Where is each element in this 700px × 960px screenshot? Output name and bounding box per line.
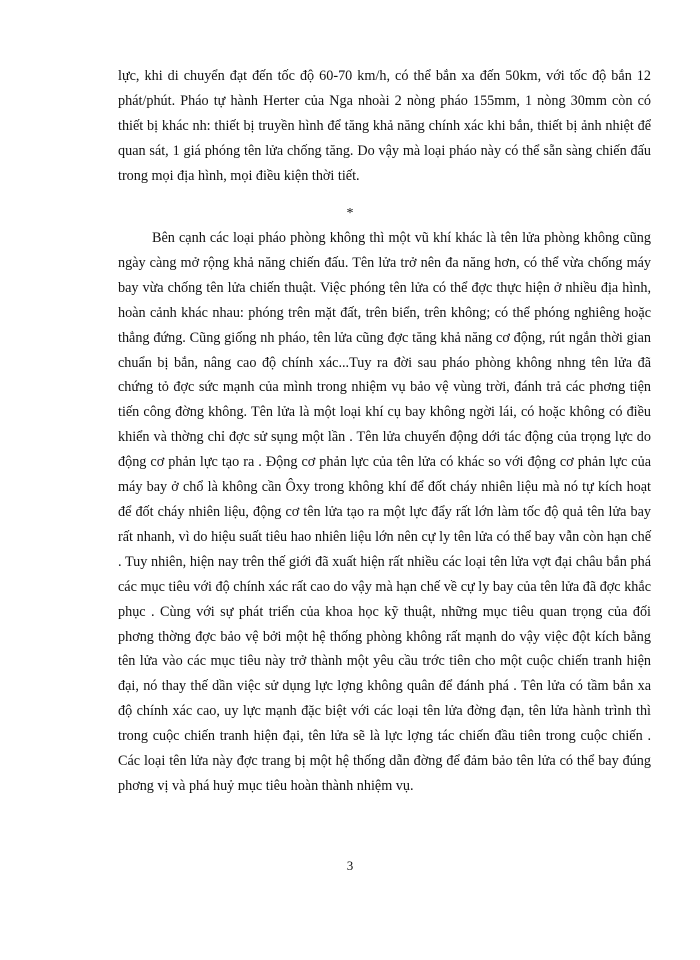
paragraph-top — [118, 64, 651, 189]
page-number: 3 — [346, 858, 354, 873]
paragraph-main-text: Bên cạnh các loại pháo phòng không thì một vũ khí khác là tên lửa phòng không cũng ngày càng mở rộng khả năng chiến đấu. Tên lửa trở nên đa năng hơn, có thể vừa chống máy bay vừa chống tên lửa chiến thuật. Việc phóng tên lửa có thể đợc thực hiện ở nhiều địa hình, hoàn cảnh khác nhau: phóng trên mặt đất, trên biển, trên không; có thể phóng nghiêng hoặc thẳng đứng. Cũng giống nh pháo, tên lửa cũng đợc tăng khả năng cơ động, rút ngắn thời gian chuẩn bị bắn, nâng cao độ chính xác...Tuy ra đời sau pháo phòng không nhng tên lửa đã chứng tỏ đợc sức mạnh của mình trong nhiệm vụ bảo vệ vùng trời, đánh trả các phơng tiện tiến công đờng không. Tên lửa là một loại khí cụ bay không ngời lái, có hoặc không có điều khiển và thờng chỉ đợc sử sụng một lần . Tên lửa chuyển động dới tác động của trọng lực do động cơ phản lực tạo ra . Động cơ phản lực của tên lửa có khác so với động cơ phản lực của máy bay ở chổ là không cần Ôxy trong không khí để đốt cháy nhiên liệu mà nó tự kích hoạt để đốt cháy nhiên liệu, động cơ tên lửa tạo ra một lực đẩy rất lớn làm tốc độ quả tên lửa bay rất nhanh, vì do hiệu suất tiêu hao nhiên liệu lớn nên cự ly tên lửa có thể bay vẫn còn hạn chế . Tuy nhiên, hiện nay trên thế giới đã xuất hiện rất nhiều các loại tên lửa vợt đại châu bắn phá các mục tiêu với độ chính xác rất cao do vậy mà hạn chế về cự ly bay của tên lửa đã đợc khắc phục . Cùng với sự phát triển của khoa học kỹ thuật, những mục tiêu quan trọng của đối phơng thờng đợc bảo vệ bởi một hệ thống phòng không rất mạnh do vậy việc đột kích bằng tên lửa vào các mục tiêu này trở thành một yêu cầu trớc tiên cho một cuộc chiến tranh hiện đại, nó thay thế dần việc sử dụng lực lợng không quân để đánh phá . Tên lửa có tầm bắn xa độ chính xác cao, uy lực mạnh đặc biệt với các loại tên lửa đờng đạn, tên lửa hành trình thì trong cuộc chiến tranh hiện đại, tên lửa sẽ là lực lợng tác chiến đầu tiên trong cuộc chiến . Các loại tên lửa này đợc trang bị một hệ thống dẫn đờng để đảm bảo tên lửa có thể bay đúng phơng vị và phá huỷ mục tiêu hoàn thành nhiệm vụ. — [118, 230, 651, 794]
paragraph-top-text: lực, khi di chuyển đạt đến tốc độ 60-70 km/h, có thể bắn xa đến 50km, với tốc độ bắn 12 phát/phút. Pháo tự hành Herter của Nga nhoài 2 nòng pháo 155mm, 1 nòng 30mm còn có thiết bị khác nh: thiết bị truyền hình để tăng khả năng chính xác khi bắn, thiết bị ảnh nhiệt để quan sát, 1 giá phóng tên lửa chống tăng. Do vậy mà loại pháo này có thể sẵn sàng chiến đấu trong mọi địa hình, mọi điều kiện thời tiết. — [118, 68, 651, 184]
section-separator: * — [346, 206, 354, 221]
paragraph-main — [118, 226, 651, 799]
